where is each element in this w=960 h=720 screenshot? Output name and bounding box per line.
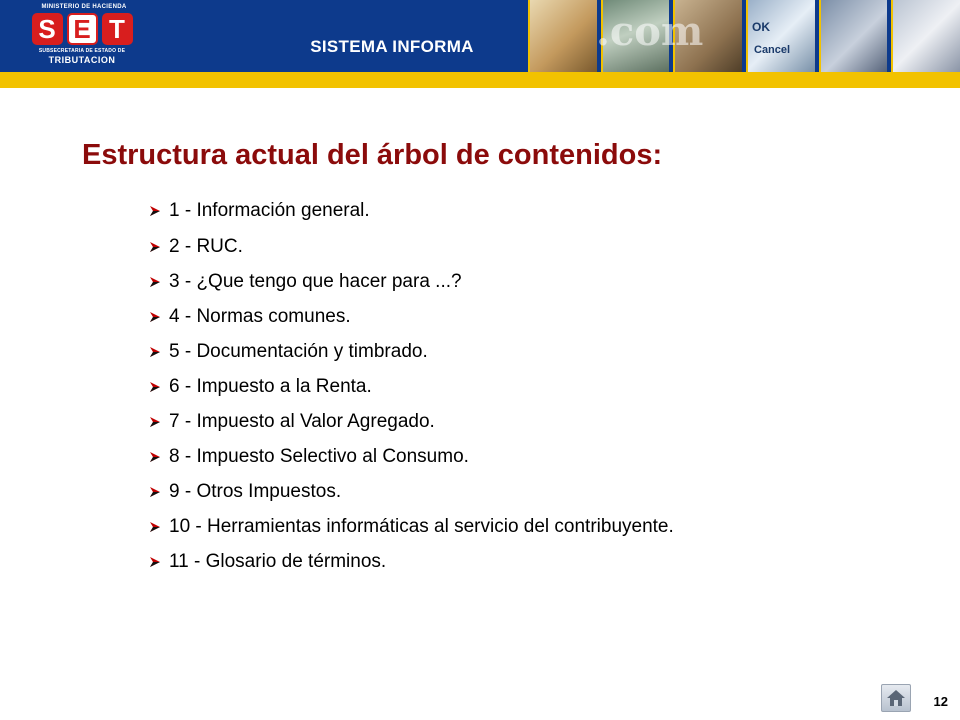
photo-cd-disc [891, 0, 960, 72]
list-item [148, 334, 674, 369]
set-logo [26, 4, 138, 68]
list-item [148, 509, 674, 544]
home-button[interactable] [881, 684, 911, 712]
list-item [148, 192, 674, 229]
arrow-bullet-icon [148, 555, 162, 569]
arrow-bullet-icon [148, 520, 162, 534]
photo-ok-cancel-buttons [746, 0, 815, 72]
arrow-bullet-icon [148, 204, 162, 218]
arrow-bullet-icon [148, 310, 162, 324]
logo-letter-t: T [102, 13, 133, 45]
header-photo-strip [528, 0, 960, 72]
photo-headset-operator [528, 0, 597, 72]
page-number: 12 [933, 694, 948, 709]
page-title: Estructura actual del árbol de contenidos: [82, 139, 663, 171]
photo-ok-text: OK [752, 20, 770, 34]
arrow-bullet-icon [148, 415, 162, 429]
list-item [148, 404, 674, 439]
photo-keyboard [819, 0, 888, 72]
arrow-bullet-icon [148, 485, 162, 499]
arrow-bullet-icon [148, 345, 162, 359]
logo-letter-s: S [32, 13, 63, 45]
logo-name: TRIBUTACION [48, 55, 116, 65]
list-item-label: 4 - Normas comunes. [169, 305, 351, 327]
list-item-label: 11 - Glosario de términos. [169, 550, 387, 572]
logo-ministry-text: MINISTERIO DE HACIENDA [41, 4, 127, 10]
list-item [148, 299, 674, 334]
list-item [148, 369, 674, 404]
list-item-label: 9 - Otros Impuestos. [169, 480, 342, 502]
arrow-bullet-icon [148, 240, 162, 254]
header-yellow-bar [0, 72, 960, 88]
list-item [148, 474, 674, 509]
list-item-label: 7 - Impuesto al Valor Agregado. [169, 410, 435, 432]
arrow-bullet-icon [148, 380, 162, 394]
arrow-bullet-icon [148, 275, 162, 289]
list-item-label: 1 - Información general. [169, 199, 370, 221]
list-item [148, 229, 674, 264]
list-item [148, 544, 674, 579]
content-tree-list [148, 192, 674, 579]
photo-com-text: .com [596, 8, 704, 55]
list-item-label: 6 - Impuesto a la Renta. [169, 375, 372, 397]
list-item [148, 264, 674, 299]
header-band [0, 0, 960, 72]
logo-letter-e: E [67, 13, 98, 45]
home-icon [885, 688, 907, 708]
list-item-label: 2 - RUC. [169, 235, 243, 257]
logo-letters [26, 13, 138, 45]
logo-subtitle: SUBSECRETARIA DE ESTADO DE [38, 48, 126, 54]
list-item-label: 5 - Documentación y timbrado. [169, 340, 428, 362]
list-item-label: 3 - ¿Que tengo que hacer para ...? [169, 270, 462, 292]
photo-cancel-text: Cancel [754, 44, 791, 56]
arrow-bullet-icon [148, 450, 162, 464]
list-item-label: 8 - Impuesto Selectivo al Consumo. [169, 445, 469, 467]
list-item-label: 10 - Herramientas informáticas al servicio del contribuyente. [169, 515, 674, 537]
list-item [148, 439, 674, 474]
system-name: SISTEMA INFORMA [310, 37, 474, 56]
